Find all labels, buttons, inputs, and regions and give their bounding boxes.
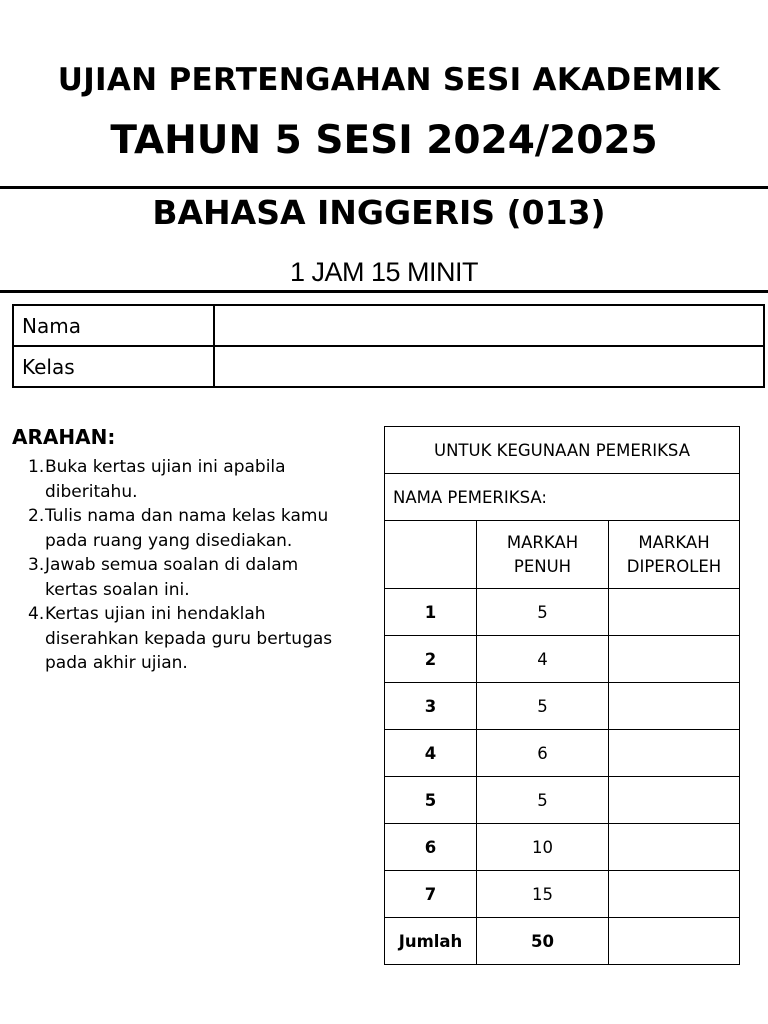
full-marks: 5	[477, 683, 609, 730]
name-label: Nama	[13, 305, 214, 346]
instruction-item	[12, 602, 352, 676]
full-marks: 5	[477, 589, 609, 636]
marks-obtained-field[interactable]	[609, 871, 740, 918]
subject-title: BAHASA INGGERIS (013)	[152, 193, 606, 232]
header-full-marks-line2: PENUH	[513, 556, 572, 576]
header-obtained-line1: MARKAH	[638, 532, 710, 552]
exam-duration: 1 JAM 15 MINIT	[289, 257, 479, 287]
full-marks: 15	[477, 871, 609, 918]
examiner-table	[384, 426, 740, 965]
instruction-number: 1.	[28, 457, 45, 477]
question-number: 3	[385, 683, 477, 730]
marks-obtained-field[interactable]	[609, 730, 740, 777]
class-row	[13, 346, 764, 387]
question-number: 4	[385, 730, 477, 777]
marks-obtained-field[interactable]	[609, 824, 740, 871]
exam-year-session: TAHUN 5 SESI 2024/2025	[110, 118, 658, 163]
full-marks: 4	[477, 636, 609, 683]
table-row	[385, 824, 740, 871]
instructions-heading: ARAHAN:	[12, 425, 116, 449]
divider-top	[0, 186, 768, 189]
instruction-item	[12, 504, 352, 553]
table-row	[385, 777, 740, 824]
instruction-number: 3.	[28, 555, 45, 575]
class-field[interactable]	[214, 346, 764, 387]
table-row	[385, 589, 740, 636]
instruction-text: Tulis nama dan nama kelas kamu pada ruang yang disediakan.	[45, 506, 329, 551]
marks-obtained-field[interactable]	[609, 683, 740, 730]
instruction-text: Buka kertas ujian ini apabila diberitahu.	[45, 457, 286, 502]
instructions-section	[12, 425, 352, 676]
header-blank-cell	[385, 521, 477, 589]
question-number: 5	[385, 777, 477, 824]
table-row	[385, 636, 740, 683]
exam-title: UJIAN PERTENGAHAN SESI AKADEMIK	[57, 62, 721, 98]
header-obtained-line2: DIPEROLEH	[626, 556, 722, 576]
name-row	[13, 305, 764, 346]
instructions-list	[12, 455, 352, 676]
instruction-item	[12, 455, 352, 504]
question-number: 7	[385, 871, 477, 918]
full-marks: 5	[477, 777, 609, 824]
marks-obtained-field[interactable]	[609, 777, 740, 824]
divider-bottom	[0, 290, 768, 293]
table-row	[385, 683, 740, 730]
table-row	[385, 871, 740, 918]
instruction-text: Jawab semua soalan di dalam kertas soalan ini.	[45, 555, 299, 600]
instruction-text: Kertas ujian ini hendaklah diserahkan kepada guru bertugas pada akhir ujian.	[45, 604, 333, 673]
examiner-table-title: UNTUK KEGUNAAN PEMERIKSA	[385, 427, 740, 474]
class-label: Kelas	[13, 346, 214, 387]
examiner-name-row	[385, 474, 740, 521]
question-number: 2	[385, 636, 477, 683]
total-label: Jumlah	[385, 918, 477, 965]
instruction-item	[12, 553, 352, 602]
examiner-name-label[interactable]: NAMA PEMERIKSA:	[385, 474, 740, 521]
question-number: 6	[385, 824, 477, 871]
header-marks-obtained	[609, 521, 740, 589]
examiner-header-row	[385, 521, 740, 589]
header-full-marks-line1: MARKAH	[506, 532, 579, 552]
full-marks: 10	[477, 824, 609, 871]
student-info-table	[12, 304, 765, 388]
total-obtained-field[interactable]	[609, 918, 740, 965]
header-full-marks	[477, 521, 609, 589]
table-row	[385, 730, 740, 777]
question-number: 1	[385, 589, 477, 636]
examiner-title-row	[385, 427, 740, 474]
name-field[interactable]	[214, 305, 764, 346]
total-row	[385, 918, 740, 965]
full-marks: 6	[477, 730, 609, 777]
marks-obtained-field[interactable]	[609, 589, 740, 636]
total-full-marks: 50	[477, 918, 609, 965]
marks-obtained-field[interactable]	[609, 636, 740, 683]
instruction-number: 2.	[28, 506, 45, 526]
instruction-number: 4.	[28, 604, 45, 624]
